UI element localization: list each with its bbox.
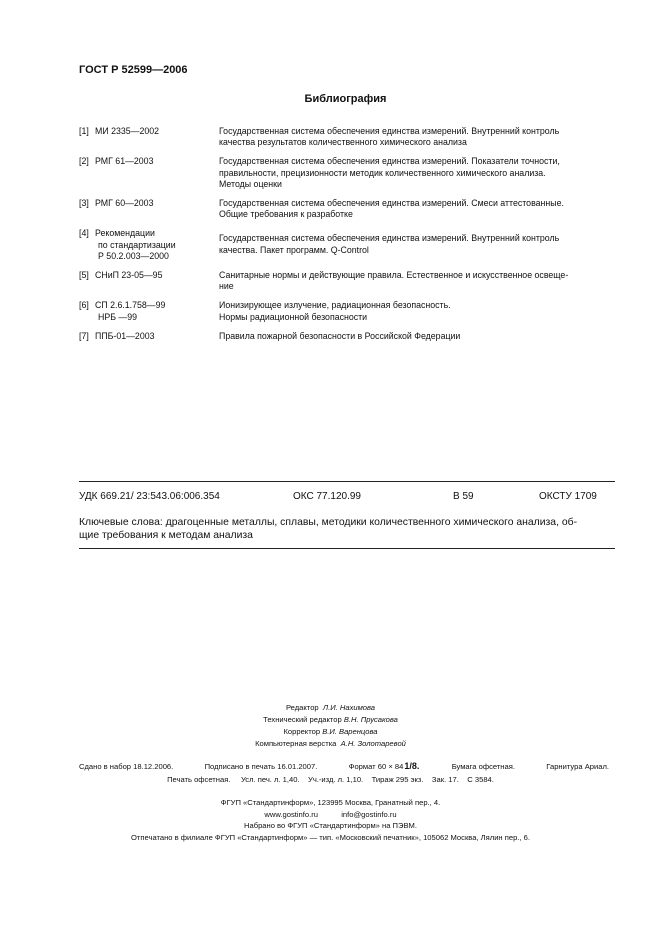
- entry-desc-line: Методы оценки: [219, 178, 282, 189]
- credit-layout: [0, 738, 661, 750]
- publisher-email[interactable]: info@gostinfo.ru: [341, 810, 397, 819]
- credit-name: В.И. Варенцова: [322, 727, 378, 736]
- entry-code-line: РМГ 61—2003: [95, 156, 154, 167]
- order-number: Зак. 17.: [431, 775, 459, 784]
- printed-note: Отпечатано в филиале ФГУП «Стандартинформ» — тип. «Московский печатник», 105062 Москва, Лялин пер., 6.: [131, 833, 530, 842]
- print-run: Тираж 295 экз.: [371, 775, 424, 784]
- credit-name: Л.И. Нахимова: [322, 703, 376, 712]
- group-code: В 59: [453, 491, 474, 502]
- typeset-date: Сдано в набор 18.12.2006.: [79, 762, 174, 771]
- signed-date: Подписано в печать 16.01.2007.: [204, 762, 318, 771]
- entry-desc-line: Государственная система обеспечения единства измерений. Смеси аттестованные.: [219, 198, 564, 209]
- udk-code: УДК 669.21/ 23:543.06:006.354: [79, 491, 220, 502]
- entry-document-code: [95, 331, 219, 342]
- entry-number: [2]: [79, 156, 89, 167]
- entry-desc-line: Санитарные нормы и действующие правила. Естественное и искусственное освеще-: [219, 270, 569, 281]
- credit-editor: [0, 702, 661, 714]
- entry-number: [5]: [79, 270, 89, 281]
- keywords: [79, 516, 615, 542]
- bibliography-entry: [79, 228, 619, 262]
- keywords-line: щие требования к методам анализа: [79, 530, 253, 541]
- bibliography-entry: [79, 270, 619, 292]
- entry-code-line: РМГ 60—2003: [95, 198, 154, 209]
- entry-number: [7]: [79, 330, 89, 341]
- entry-desc-line: качества. Пакет программ. Q-Control: [219, 244, 369, 255]
- credit-role: Редактор: [285, 703, 319, 712]
- code-number: С 3584.: [467, 775, 494, 784]
- entry-description: [219, 270, 617, 292]
- entry-number: [3]: [79, 198, 89, 209]
- entry-code-line: СНиП 23-05—95: [95, 270, 163, 281]
- entry-description: [219, 228, 617, 262]
- paper-format: Формат 60 × 841/8.: [348, 761, 420, 771]
- entry-desc-line: качества результатов количественного химического анализа: [219, 137, 467, 148]
- bibliography-entry: [79, 300, 619, 322]
- entry-code-line: МИ 2335—2002: [95, 126, 160, 136]
- entry-code-line: Рекомендации: [95, 228, 155, 239]
- entry-description: [219, 198, 617, 220]
- credit-tech-editor: [0, 714, 661, 726]
- typeset-note: Набрано во ФГУП «Стандартинформ» на ПЭВМ.: [244, 821, 417, 830]
- oks-code: ОКС 77.120.99: [293, 491, 361, 502]
- entry-number: [6]: [79, 300, 89, 311]
- entry-document-code: [95, 156, 219, 190]
- print-sheets: Усл. печ. л. 1,40.: [240, 775, 300, 784]
- entry-desc-line: Нормы радиационной безопасности: [219, 311, 368, 322]
- standard-code: ГОСТ Р 52599—2006: [79, 64, 188, 76]
- entry-desc-line: Государственная система обеспечения единства измерений. Внутренний контроль: [219, 126, 560, 136]
- entry-document-code: [95, 270, 219, 292]
- publisher-address: ФГУП «Стандартинформ», 123995 Москва, Гранатный пер., 4.: [220, 798, 441, 807]
- entry-description: [219, 331, 617, 342]
- entry-desc-line: Государственная система обеспечения единства измерений. Показатели точности,: [219, 156, 560, 167]
- entry-number: [1]: [79, 126, 89, 136]
- entry-document-code: [95, 228, 219, 262]
- print-type: Печать офсетная.: [167, 775, 231, 784]
- entry-code-line: НРБ —99: [98, 311, 138, 322]
- format-fraction: 1/8.: [404, 761, 420, 771]
- bibliography-title: Библиография: [304, 93, 387, 105]
- entry-code-line: ППБ-01—2003: [95, 330, 155, 341]
- bibliography-entry: [79, 198, 619, 220]
- credit-corrector: [0, 726, 661, 738]
- bibliography-entry: [79, 331, 619, 342]
- entry-desc-line: Ионизирующее излучение, радиационная безопасность.: [219, 300, 451, 311]
- credit-name: В.Н. Прусакова: [343, 715, 398, 724]
- entry-desc-line: Государственная система обеспечения единства измерений. Внутренний контроль: [219, 233, 560, 244]
- credit-role: Технический редактор: [263, 715, 342, 724]
- entry-code-line: по стандартизации: [98, 239, 176, 250]
- entry-description: [219, 300, 617, 322]
- publisher-website[interactable]: www.gostinfo.ru: [264, 810, 318, 819]
- edit-sheets: Уч.-изд. л. 1,10.: [308, 775, 364, 784]
- entry-desc-line: Правила пожарной безопасности в Российской Федерации: [219, 330, 461, 341]
- publication-row-1: [79, 761, 609, 773]
- publisher-contacts: [0, 809, 661, 821]
- divider-bottom: [79, 548, 615, 549]
- credit-role: Компьютерная верстка: [255, 739, 337, 748]
- credit-name: А.Н. Золотаревой: [340, 739, 406, 748]
- entry-code-line: СП 2.6.1.758—99: [95, 300, 166, 311]
- entry-description: [219, 126, 617, 148]
- entry-desc-line: Общие требования к разработке: [219, 209, 353, 220]
- entry-document-code: [95, 126, 219, 148]
- entry-desc-line: ние: [219, 281, 234, 292]
- entry-document-code: [95, 198, 219, 220]
- bibliography-entry: [79, 126, 619, 148]
- divider-top: [79, 481, 615, 482]
- entry-description: [219, 156, 617, 190]
- bibliography-list: [79, 126, 619, 350]
- okstu-code: ОКСТУ 1709: [539, 491, 597, 502]
- entry-desc-line: правильности, прецизионности методик количественного химического анализа.: [219, 167, 546, 178]
- publication-row-2: [0, 774, 661, 786]
- paper-type: Бумага офсетная.: [451, 762, 515, 771]
- entry-code-line: Р 50.2.003—2000: [98, 250, 169, 261]
- keywords-line: Ключевые слова: драгоценные металлы, сплавы, методики количественного химического анализа, об-: [79, 517, 578, 528]
- typeface: Гарнитура Ариал.: [546, 762, 609, 771]
- entry-document-code: [95, 300, 219, 322]
- entry-number: [4]: [79, 228, 89, 239]
- bibliography-entry: [79, 156, 619, 190]
- credit-role: Корректор: [283, 727, 321, 736]
